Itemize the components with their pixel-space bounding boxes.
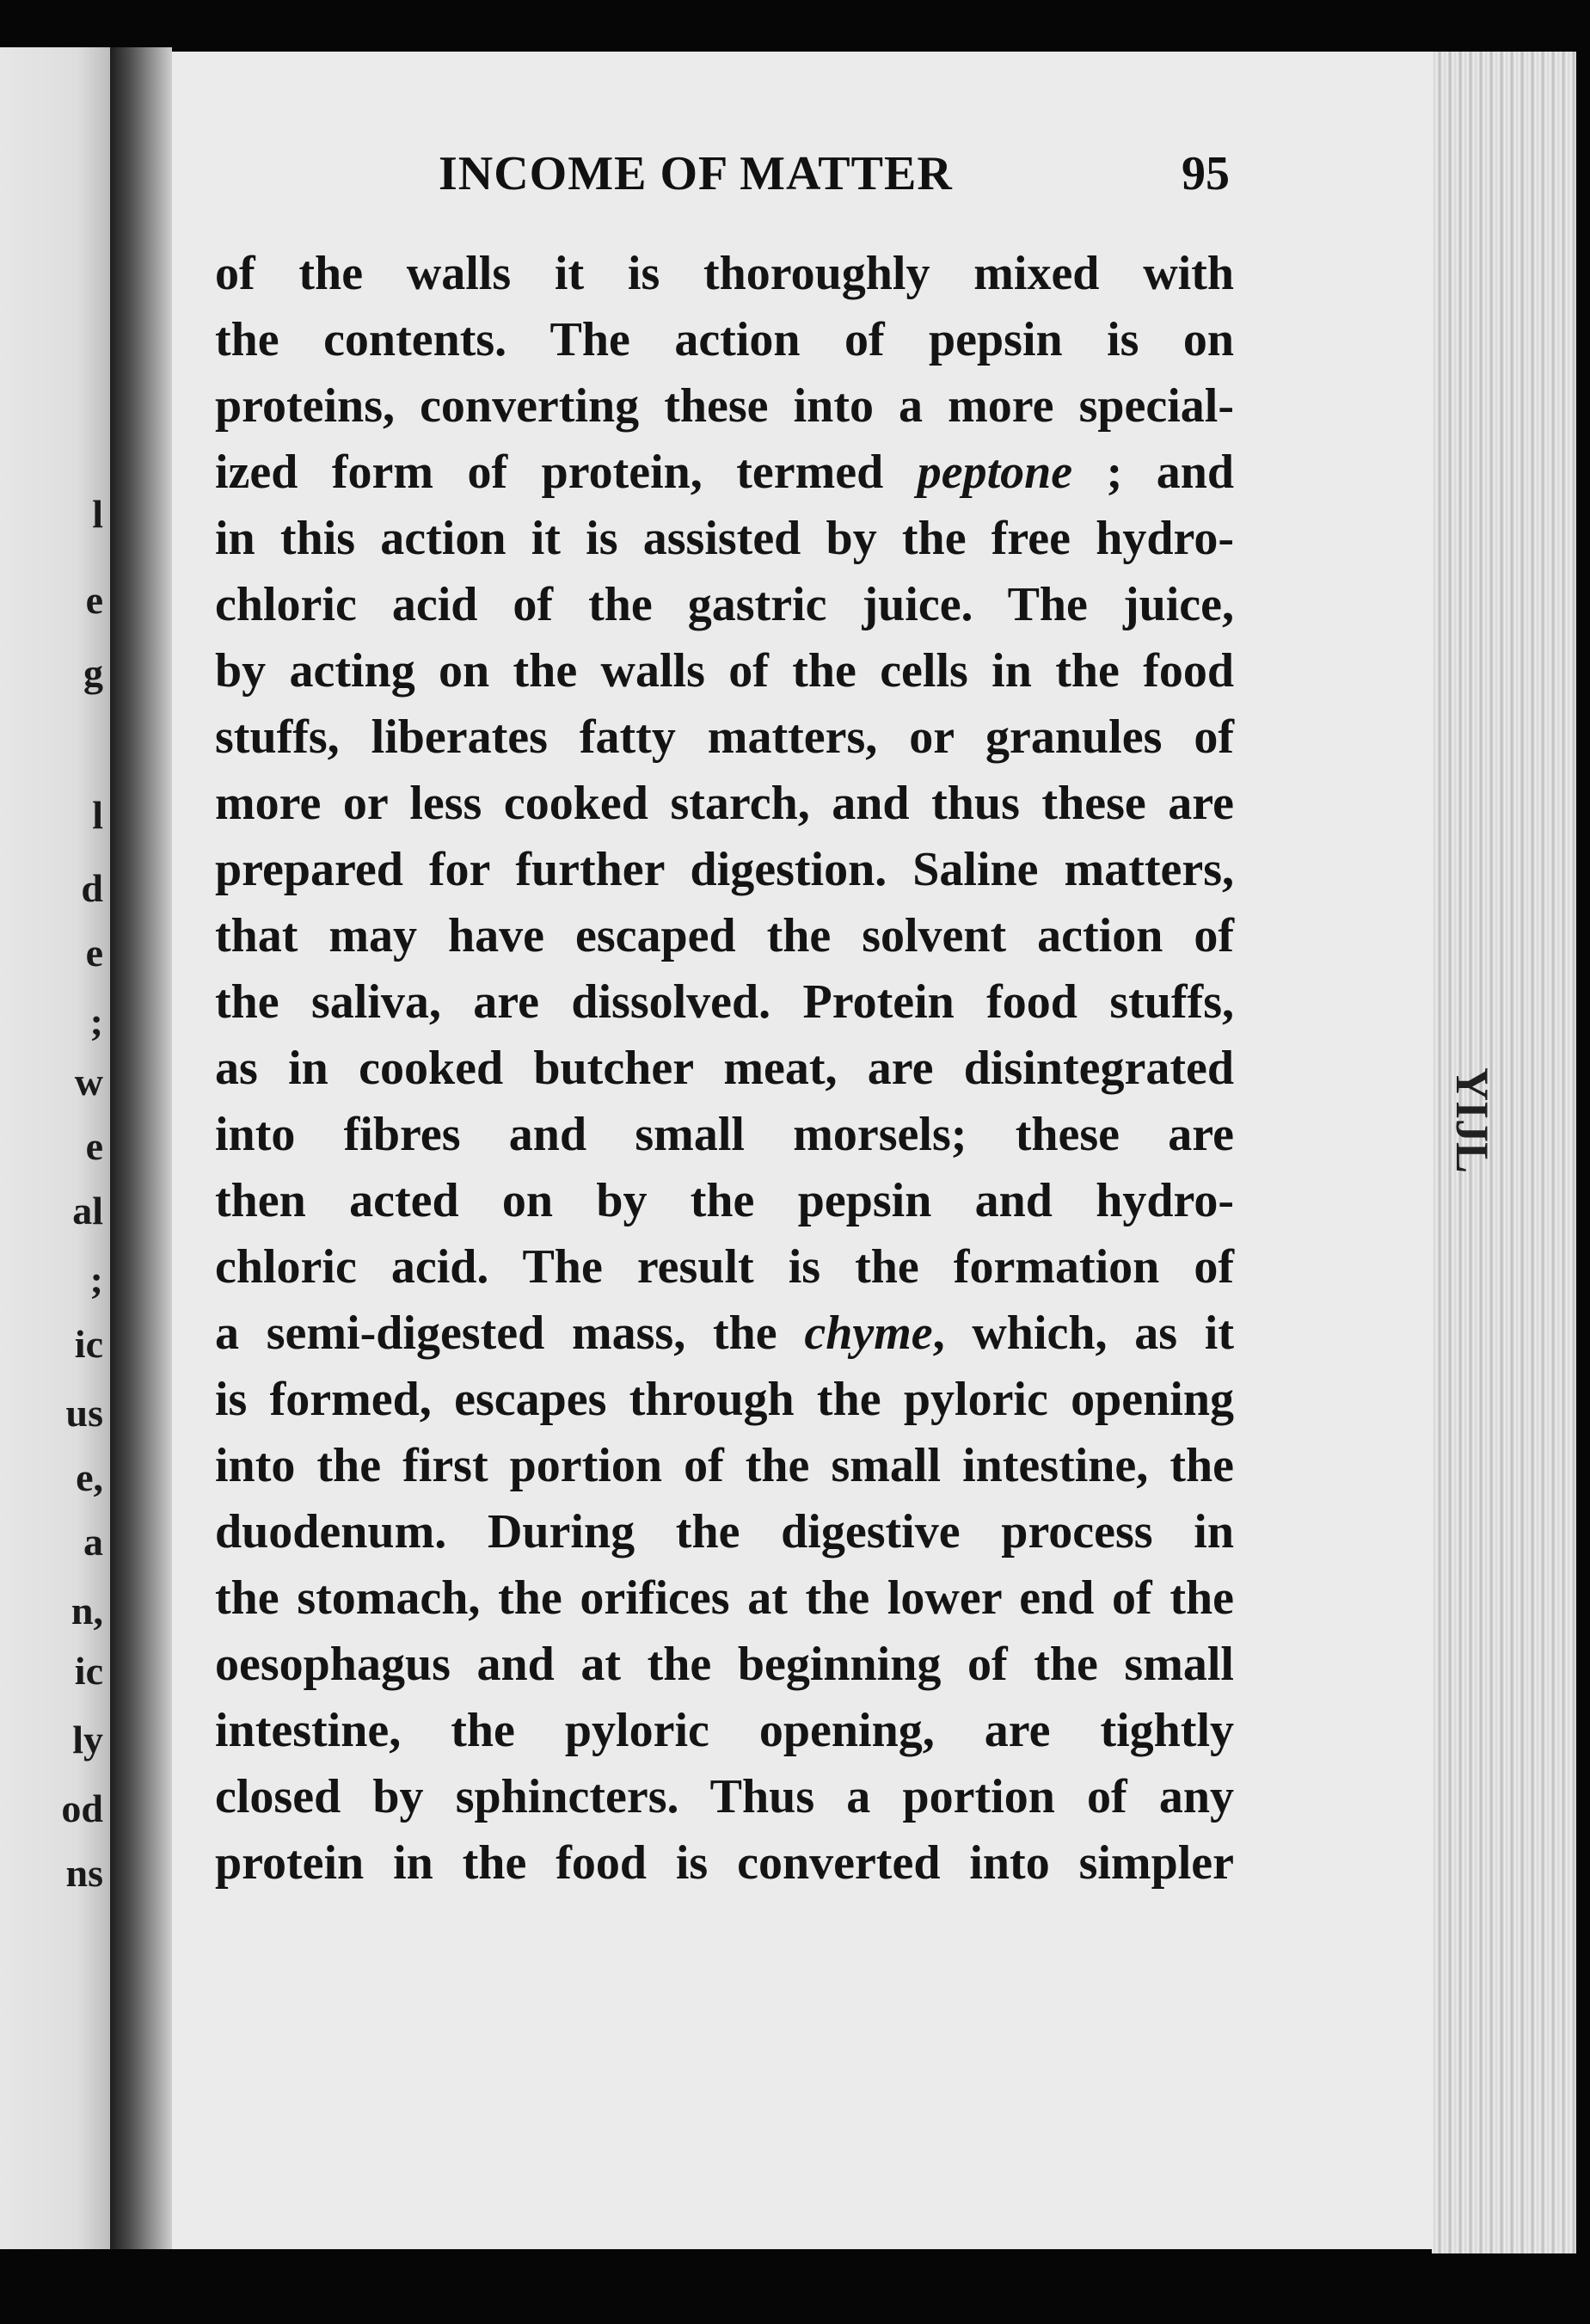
fragment: d <box>81 866 103 910</box>
text-line <box>215 440 1234 506</box>
fragment: od <box>61 1786 103 1830</box>
text-line: intestine, the pyloric opening, are tightly <box>215 1704 1234 1757</box>
text-line: oesophagus and at the beginning of the small <box>215 1638 1234 1691</box>
fragment: e <box>85 1124 103 1168</box>
running-head: INCOME OF MATTER <box>439 147 953 200</box>
fragment: w <box>74 1060 103 1104</box>
text-line: of the walls it is thoroughly mixed with <box>215 247 1234 300</box>
text-line: the saliva, are dissolved. Protein food stuffs, <box>215 975 1234 1029</box>
fragment: ly <box>72 1718 103 1761</box>
text-line: that may have escaped the solvent action of <box>215 909 1234 962</box>
fragment: e <box>85 578 103 622</box>
fragment: e <box>85 931 103 974</box>
fragment: ic <box>74 1649 103 1693</box>
text-line: into the first portion of the small intestine, the <box>215 1439 1234 1492</box>
fragment: l <box>92 793 103 837</box>
body-text <box>215 241 1234 1897</box>
text-line: prepared for further digestion. Saline matters, <box>215 843 1234 896</box>
text-line: the stomach, the orifices at the lower end of the <box>215 1571 1234 1625</box>
fragment: al <box>72 1189 103 1233</box>
text-line: more or less cooked starch, and thus these are <box>215 777 1234 830</box>
text-line: by acting on the walls of the cells in the food <box>215 644 1234 698</box>
italic-term: peptone <box>917 446 1073 499</box>
text-line: the contents. The action of pepsin is on <box>215 313 1234 366</box>
edge-mark <box>1446 1067 1499 1119</box>
page-number: 95 <box>1182 147 1230 200</box>
italic-term: chyme <box>804 1306 933 1360</box>
text-line: proteins, converting these into a more special- <box>215 379 1234 433</box>
fragment: ic <box>74 1322 103 1366</box>
fragment: e, <box>76 1455 103 1499</box>
text-segment: , which, as it <box>932 1306 1234 1360</box>
text-line: protein in the food is converted into simpler <box>215 1836 1234 1890</box>
text-line: into fibres and small morsels; these are <box>215 1108 1234 1161</box>
text-line: closed by sphincters. Thus a portion of any <box>215 1770 1234 1823</box>
text-line: is formed, escapes through the pyloric opening <box>215 1373 1234 1426</box>
text-line: then acted on by the pepsin and hydro- <box>215 1174 1234 1227</box>
text-segment: ized form of protein, termed <box>215 446 918 499</box>
fragment: n, <box>71 1589 103 1632</box>
fragment: g <box>83 651 103 695</box>
text-line: as in cooked butcher meat, are disintegrated <box>215 1042 1234 1095</box>
fragment: ns <box>65 1851 103 1895</box>
facing-page-edge <box>0 47 110 2249</box>
text-line <box>215 1300 1234 1367</box>
book-gutter <box>110 47 172 2249</box>
fragment: ; <box>89 1257 103 1301</box>
text-line: chloric acid of the gastric juice. The juice, <box>215 578 1234 631</box>
fragment: l <box>92 492 103 536</box>
fragment: ; <box>89 999 103 1043</box>
page-header <box>439 146 1230 206</box>
fragment: a <box>83 1520 103 1564</box>
facing-page-text-fragments <box>0 47 110 2249</box>
fragment: us <box>65 1391 103 1435</box>
text-line: in this action it is assisted by the free hydro- <box>215 512 1234 565</box>
text-line: duodenum. During the digestive process in <box>215 1505 1234 1559</box>
text-segment: ; and <box>1072 446 1234 499</box>
text-line: chloric acid. The result is the formation of <box>215 1240 1234 1294</box>
text-line: stuffs, liberates fatty matters, or granules of <box>215 710 1234 764</box>
text-segment: a semi-digested mass, the <box>215 1306 805 1360</box>
